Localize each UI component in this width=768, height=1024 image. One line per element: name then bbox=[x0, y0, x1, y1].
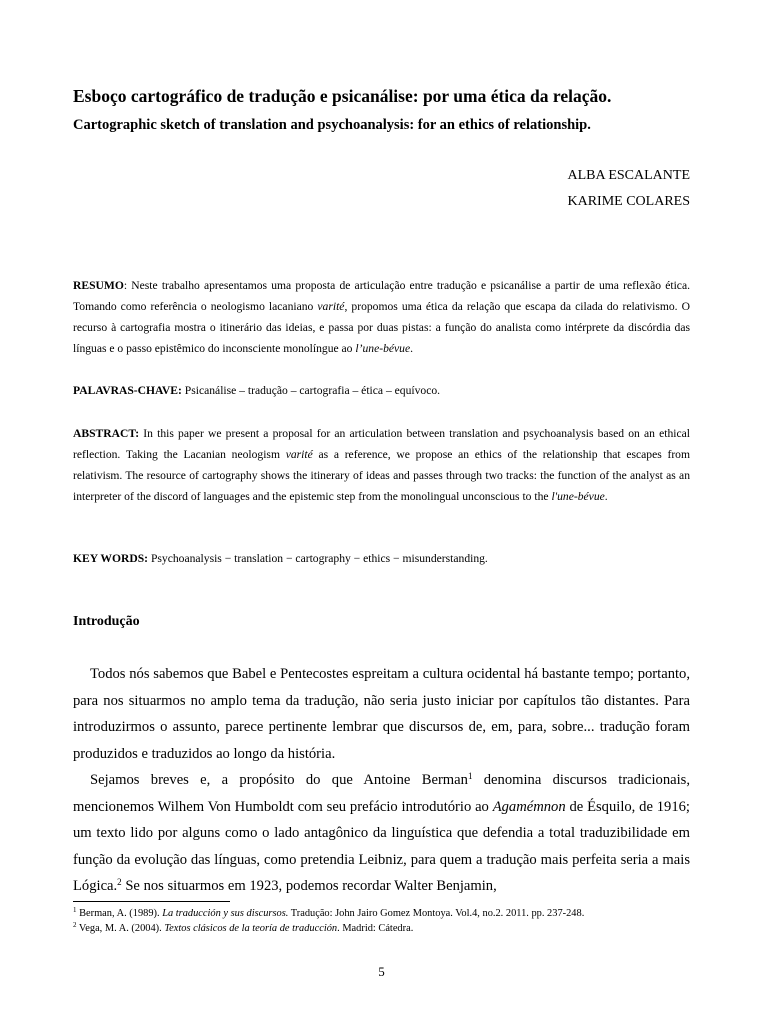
body-text bbox=[73, 661, 690, 900]
document-page bbox=[73, 0, 690, 1024]
body-text-run: denomina discursos tradicionais, mencionemos Wilhem Von Humboldt com seu prefácio introdutório ao bbox=[73, 772, 691, 815]
footnote-text: Berman, A. (1989). bbox=[76, 908, 163, 919]
resumo-text: . bbox=[410, 342, 414, 355]
footnote-ref[interactable]: 2 bbox=[117, 877, 122, 887]
section-heading-introducao: Introdução bbox=[73, 614, 140, 629]
body-text-run: Sejamos breves e, a propósito do que Antoine Berman bbox=[90, 772, 468, 788]
footnote-text: . Madrid: Cátedra. bbox=[337, 922, 414, 934]
body-paragraph bbox=[73, 767, 690, 900]
abstract-term: l'une-bévue bbox=[551, 490, 605, 503]
abstract-term: varité bbox=[285, 448, 313, 461]
footnote-work-title: Textos clásicos de la teoría de traducción bbox=[164, 922, 338, 934]
work-title: Agamémnon bbox=[492, 798, 566, 815]
page-number: 5 bbox=[378, 964, 385, 979]
resumo-text: , propomos uma ética da relação que escapa da cilada do relativismo. O recurso à cartografia mostra o itinerário das ideias, e passa por duas pistas: a função do analista como intérprete da discórdia das línguas e o passo epistêmico do inconsciente monolíngue ao bbox=[73, 300, 690, 355]
author-list bbox=[567, 163, 690, 215]
footnote-number: 1 bbox=[73, 906, 77, 914]
title-english: Cartographic sketch of translation and psychoanalysis: for an ethics of relationship. bbox=[73, 117, 591, 133]
footnote-text: Tradução: John Jairo Gomez Montoya. Vol.4, no.2. 2011. pp. 237-248. bbox=[288, 908, 585, 919]
resumo-text: : Neste trabalho apresentamos uma proposta de articulação entre tradução e psicanálise a partir de uma reflexão ética. Tomando como referência o neologismo lacaniano bbox=[73, 279, 690, 313]
key-words-text: Psychoanalysis − translation − cartography − ethics − misunderstanding. bbox=[148, 552, 488, 565]
palavras-chave-text: Psicanálise – tradução – cartografia – ética – equívoco. bbox=[181, 384, 441, 397]
resumo-paragraph bbox=[73, 275, 690, 359]
abstract-text: as a reference, we propose an ethics of the relationship that escapes from relativism. The resource of cartography shows the itinerary of ideas and passes through two tracks: the function of the analyst as an interpreter of the discord of languages and the epistemic step from the monolingual unconscious to the bbox=[73, 448, 690, 503]
key-words-label: KEY WORDS: bbox=[73, 552, 149, 565]
resumo-term: l’une-bévue bbox=[355, 342, 411, 355]
abstract-label: ABSTRACT: bbox=[73, 427, 140, 440]
abstract-text: In this paper we present a proposal for an articulation between translation and psychoanalysis based on an ethical reflection. Taking the Lacanian neologism bbox=[73, 427, 690, 461]
resumo-label: RESUMO bbox=[73, 279, 124, 292]
footnote-work-title: La traducción y sus discursos. bbox=[162, 908, 289, 919]
palavras-chave-paragraph bbox=[73, 380, 690, 401]
footnotes bbox=[73, 907, 690, 936]
footnote-number: 2 bbox=[73, 920, 77, 929]
footnote-separator bbox=[73, 901, 230, 902]
author-name: KARIME COLARES bbox=[567, 194, 690, 209]
author-name: ALBA ESCALANTE bbox=[567, 168, 690, 183]
key-words-paragraph bbox=[73, 548, 690, 569]
footnote-text: Vega, M. A. (2004). bbox=[76, 922, 165, 934]
body-text-run: Se nos situarmos em 1923, podemos recordar Walter Benjamin, bbox=[121, 878, 497, 894]
abstract-text: . bbox=[604, 490, 608, 503]
palavras-chave-label: PALAVRAS-CHAVE: bbox=[73, 384, 182, 397]
body-text-run: de Ésquilo, de 1916; um texto lido por alguns como o lado antagônico da linguística que defendia a total traduzibilidade em função da evolução das línguas, como pretendia Leibniz, para quem a tradução mais perfeita seria a mais Lógica. bbox=[73, 798, 690, 894]
title-portuguese: Esboço cartográfico de tradução e psicanálise: por uma ética da relação. bbox=[73, 86, 612, 106]
footnote bbox=[73, 922, 690, 937]
abstract-paragraph bbox=[73, 423, 690, 507]
footnote-ref[interactable]: 1 bbox=[467, 771, 473, 781]
resumo-term: varité bbox=[317, 300, 345, 313]
body-paragraph: Todos nós sabemos que Babel e Pentecostes espreitam a cultura ocidental há bastante tempo; portanto, para nos situarmos no amplo tema da tradução, não seria justo iniciar por capítulos tão distantes. Para introduzirmos o assunto, parece pertinente lembrar que discursos de, em, para, sobre... tradução foram produzidos e traduzidos ao longo da história. bbox=[73, 666, 690, 762]
footnote bbox=[73, 907, 690, 922]
